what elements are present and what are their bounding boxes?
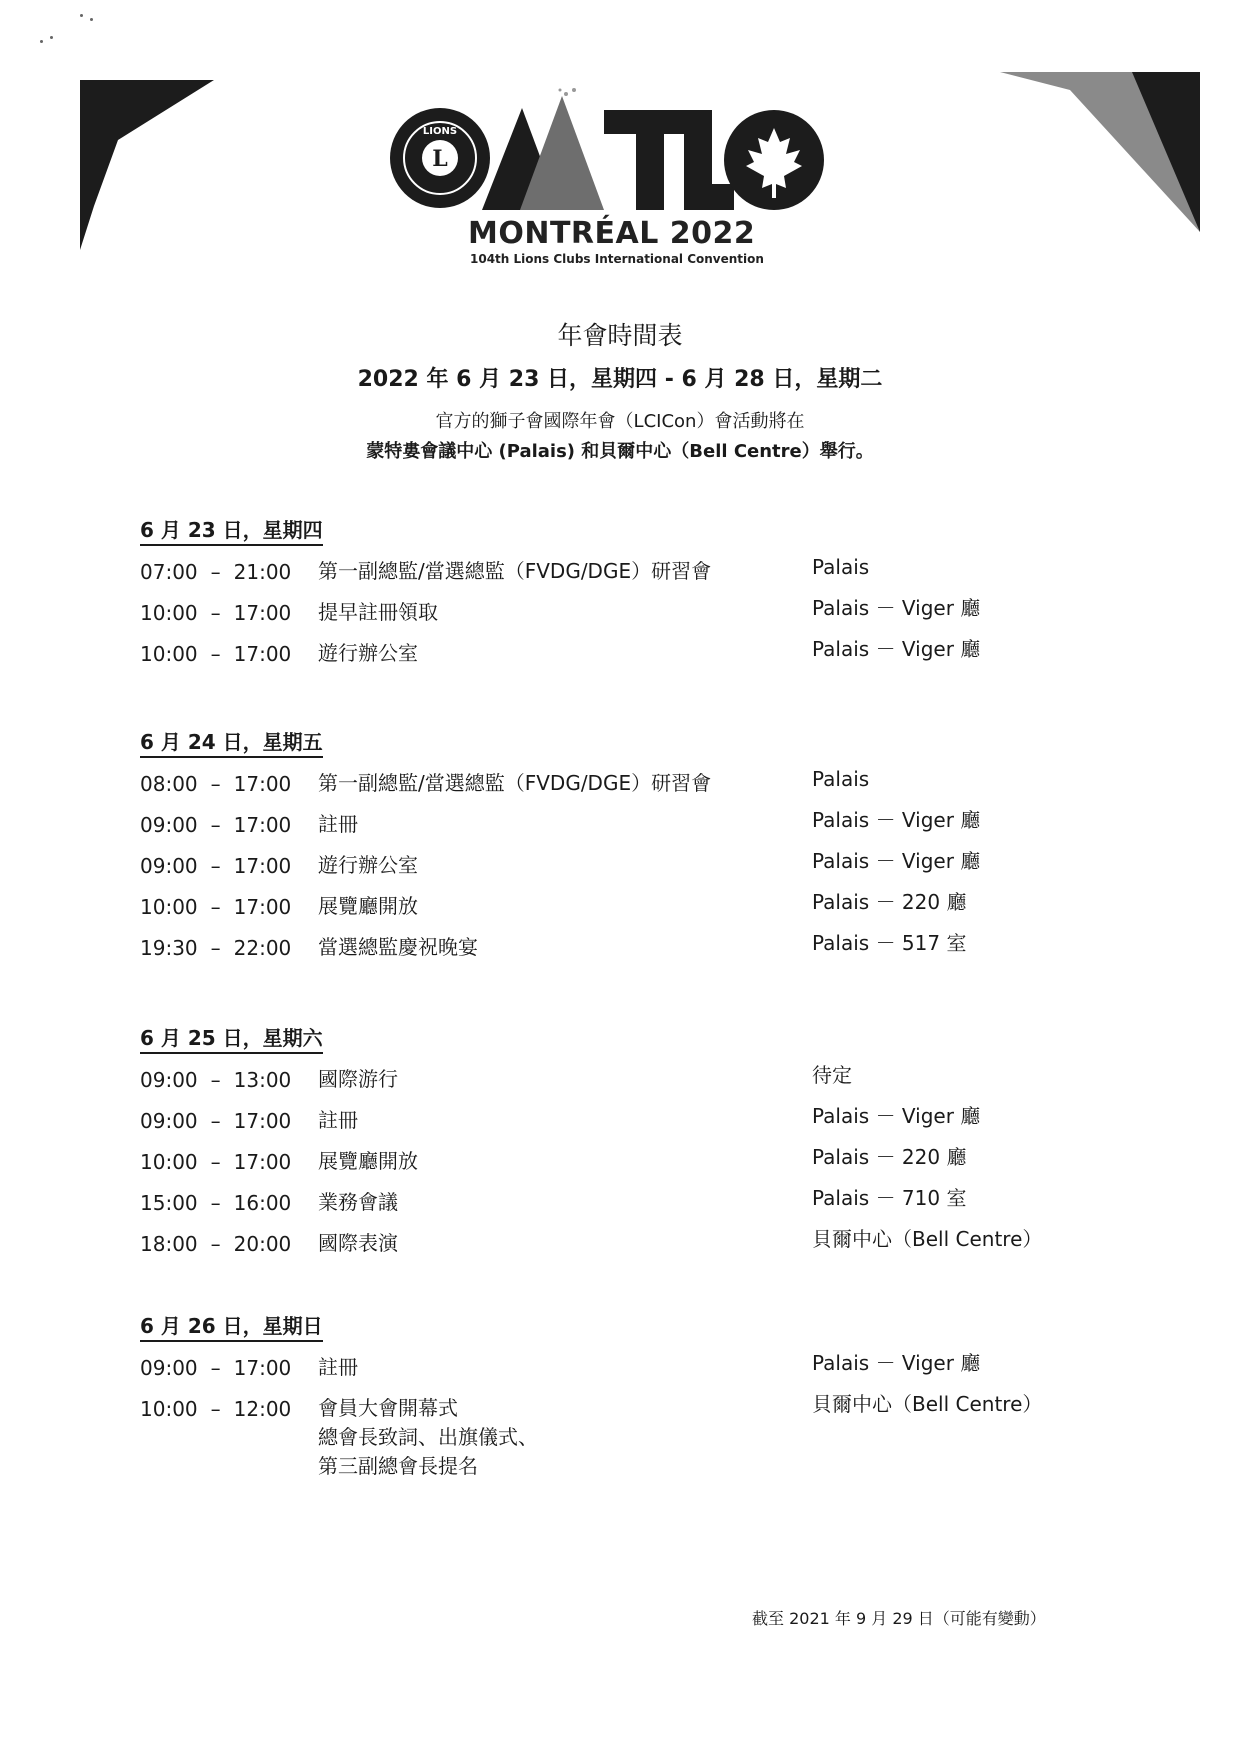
schedule-row [140,552,1060,593]
event-line: 展覽廳開放 [318,1149,418,1173]
time-range [140,892,291,922]
time-separator: – [210,601,221,625]
time-separator: – [210,1150,221,1174]
event-name [318,557,711,586]
time-separator: – [210,1191,221,1215]
scan-speck [90,18,93,21]
event-name [318,1229,398,1258]
end-time: 13:00 [233,1068,292,1092]
start-time: 10:00 [140,601,198,625]
event-name [318,1188,398,1217]
event-line: 註冊 [318,1355,358,1379]
venue: Palais － Viger 廳 [812,849,981,873]
lions-emblem-text: LIONS [422,126,458,137]
venue: Palais － 710 室 [812,1186,967,1210]
start-time: 10:00 [140,1150,198,1174]
event-name [318,1147,418,1176]
corner-triangle-left [80,80,220,250]
start-time: 10:00 [140,895,198,919]
start-time: 15:00 [140,1191,198,1215]
event-name [318,810,358,839]
event-name [318,1106,358,1135]
day-heading: 6 月 26 日，星期日 [140,1310,323,1342]
event-line: 當選總監慶祝晚宴 [318,935,478,959]
event-line: 業務會議 [318,1190,398,1214]
schedule-row [140,1183,1060,1224]
scan-speck [40,40,43,43]
end-time: 17:00 [233,1109,292,1133]
page-title: 年會時間表 [557,321,683,350]
scan-speck [80,14,83,17]
end-time: 12:00 [233,1397,292,1421]
event-line: 第三副總會長提名 [318,1454,478,1478]
event-name [318,892,418,921]
venue: Palais [812,767,870,791]
date-range: 2022 年 6 月 23 日，星期四 - 6 月 28 日，星期二 [357,367,883,392]
schedule-row [140,805,1060,846]
event-line: 總會長致詞、出旗儀式、 [318,1425,538,1449]
time-separator: – [210,1356,221,1380]
venue: Palais － Viger 廳 [812,596,981,620]
time-range [140,1353,291,1383]
end-time: 17:00 [233,1150,292,1174]
mtl-logo-mark [390,88,830,218]
start-time: 19:30 [140,936,198,960]
event-line: 展覽廳開放 [318,894,418,918]
day-section [140,1310,1060,1479]
time-separator: – [210,813,221,837]
lions-emblem-letter: L [432,146,448,172]
start-time: 09:00 [140,854,198,878]
event-name [318,1353,358,1382]
day-heading: 6 月 25 日，星期六 [140,1022,323,1054]
time-separator: – [210,854,221,878]
start-time: 10:00 [140,1397,198,1421]
event-line: 國際游行 [318,1067,398,1091]
event-line: 第一副總監/當選總監（FVDG/DGE）研習會 [318,771,712,795]
day-section [140,726,1060,969]
schedule-row [140,634,1060,675]
event-line: 遊行辦公室 [318,641,418,665]
day-heading: 6 月 24 日，星期五 [140,726,323,758]
day-section [140,1022,1060,1265]
time-separator: – [210,1397,221,1421]
end-time: 16:00 [233,1191,292,1215]
start-time: 07:00 [140,560,198,584]
schedule-row [140,593,1060,634]
time-separator: – [210,772,221,796]
time-range [140,769,291,799]
end-time: 21:00 [233,560,292,584]
end-time: 17:00 [233,1356,292,1380]
venue: Palais [812,555,870,579]
event-name [318,598,438,627]
venue: Palais － 220 廳 [812,1145,967,1169]
time-range [140,1229,291,1259]
venue: Palais － Viger 廳 [812,1104,981,1128]
event-name [318,1065,398,1094]
start-time: 10:00 [140,642,198,666]
schedule-row [140,887,1060,928]
event-name [318,639,418,668]
venue-note-line-1: 官方的獅子會國際年會（LCICon）會活動將在 [435,411,805,432]
end-time: 17:00 [233,642,292,666]
schedule-row [140,1224,1060,1265]
scan-speck [50,36,53,39]
time-range [140,810,291,840]
end-time: 17:00 [233,895,292,919]
time-range [140,1106,291,1136]
end-time: 17:00 [233,854,292,878]
logo-city-title: MONTRÉAL 2022 [468,216,756,251]
time-range [140,1065,291,1095]
time-range [140,851,291,881]
time-range [140,639,291,669]
event-line: 提早註冊領取 [318,600,438,624]
schedule-row [140,1142,1060,1183]
start-time: 09:00 [140,1356,198,1380]
venue: 貝爾中心（Bell Centre） [812,1392,1043,1416]
time-range [140,598,291,628]
event-line: 註冊 [318,812,358,836]
event-line: 國際表演 [318,1231,398,1255]
event-line: 註冊 [318,1108,358,1132]
event-line: 遊行辦公室 [318,853,418,877]
start-time: 08:00 [140,772,198,796]
schedule-row [140,1389,1060,1479]
revision-footnote: 截至 2021 年 9 月 29 日（可能有變動） [752,1609,1046,1628]
day-section [140,514,1060,675]
time-range [140,933,291,963]
time-separator: – [210,1068,221,1092]
venue: Palais － 517 室 [812,931,967,955]
end-time: 17:00 [233,772,292,796]
start-time: 09:00 [140,1068,198,1092]
time-separator: – [210,560,221,584]
convention-logo [390,88,830,268]
schedule-row [140,846,1060,887]
start-time: 09:00 [140,813,198,837]
time-separator: – [210,1232,221,1256]
schedule-row [140,1348,1060,1389]
venue: Palais － Viger 廳 [812,637,981,661]
time-range [140,1147,291,1177]
day-heading: 6 月 23 日，星期四 [140,514,323,546]
end-time: 20:00 [233,1232,292,1256]
schedule-row [140,764,1060,805]
logo-subtitle: 104th Lions Clubs International Convention [470,252,764,266]
start-time: 09:00 [140,1109,198,1133]
end-time: 17:00 [233,601,292,625]
venue: 待定 [812,1063,852,1087]
time-range [140,1394,291,1424]
event-line: 第一副總監/當選總監（FVDG/DGE）研習會 [318,559,712,583]
end-time: 17:00 [233,813,292,837]
time-separator: – [210,936,221,960]
time-separator: – [210,1109,221,1133]
venue: Palais － 220 廳 [812,890,967,914]
event-name [318,851,418,880]
time-range [140,1188,291,1218]
document-header [0,316,1240,467]
event-line: 會員大會開幕式 [318,1396,458,1420]
schedule-row [140,928,1060,969]
event-name [318,933,478,962]
event-name [318,1394,538,1481]
venue: Palais － Viger 廳 [812,1351,981,1375]
time-separator: – [210,895,221,919]
venue: Palais － Viger 廳 [812,808,981,832]
end-time: 22:00 [233,936,292,960]
time-range [140,557,291,587]
venue-note-line-2: 蒙特婁會議中心 (Palais) 和貝爾中心（Bell Centre）舉行。 [366,441,874,462]
venue: 貝爾中心（Bell Centre） [812,1227,1043,1251]
schedule-row [140,1101,1060,1142]
event-name [318,769,711,798]
corner-triangle-right [1000,72,1200,242]
start-time: 18:00 [140,1232,198,1256]
schedule-row [140,1060,1060,1101]
time-separator: – [210,642,221,666]
